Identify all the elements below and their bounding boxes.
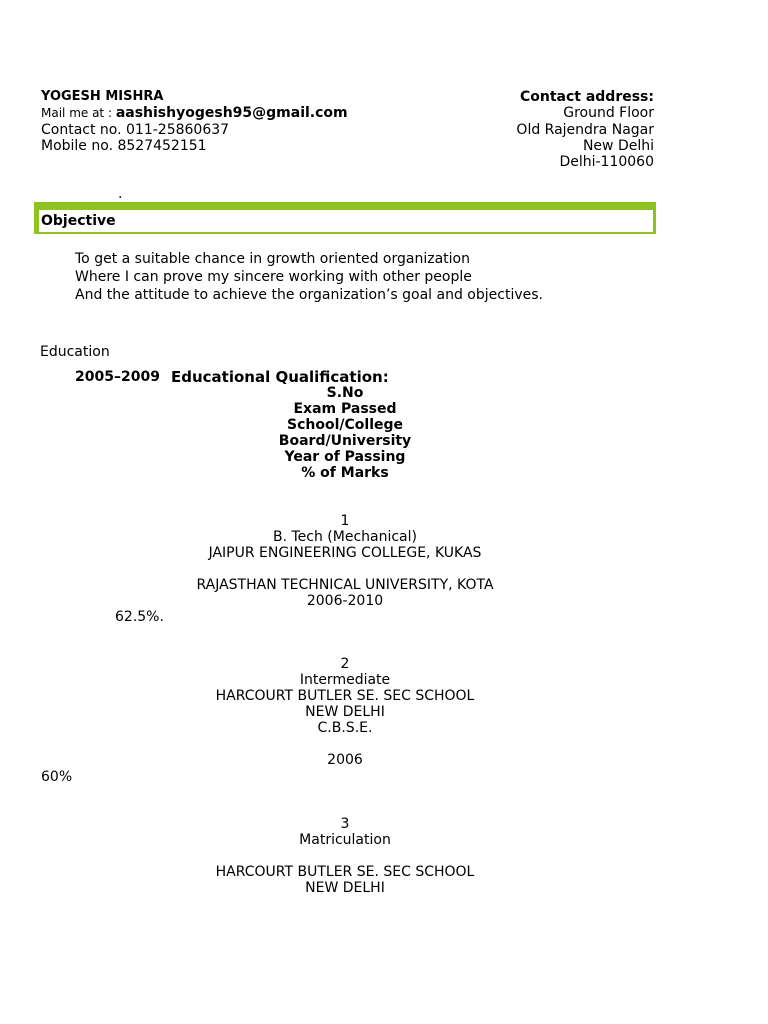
- objective-heading: Objective: [41, 213, 116, 229]
- entry-1-sno: 1: [340, 513, 350, 529]
- column-sno: S.No: [326, 385, 364, 401]
- column-exam: Exam Passed: [293, 401, 397, 417]
- contact-number: Contact no. 011-25860637: [41, 122, 230, 138]
- stray-dot: .: [118, 186, 123, 202]
- entry-2-board: C.B.S.E.: [317, 720, 373, 736]
- entry-1-year: 2006-2010: [306, 593, 384, 609]
- email-line: [41, 105, 348, 121]
- column-board: Board/University: [278, 433, 412, 449]
- column-school: School/College: [287, 417, 403, 433]
- entry-2-marks: 60%: [41, 769, 73, 785]
- address-line-4: Delhi-110060: [559, 154, 654, 170]
- objective-line-2: Where I can prove my sincere working with other people: [75, 269, 472, 285]
- entry-2-year: 2006: [327, 752, 363, 768]
- entry-3-sno: 3: [340, 816, 350, 832]
- objective-line-1: To get a suitable chance in growth oriented organization: [75, 251, 470, 267]
- objective-line-3: And the attitude to achieve the organization’s goal and objectives.: [75, 287, 543, 303]
- entry-2-city: NEW DELHI: [305, 704, 385, 720]
- email-value[interactable]: aashishyogesh95@gmail.com: [115, 105, 348, 121]
- column-marks: % of Marks: [301, 465, 389, 481]
- education-years: 2005–2009: [75, 369, 160, 385]
- entry-1-board: RAJASTHAN TECHNICAL UNIVERSITY, KOTA: [196, 577, 494, 593]
- address-title: Contact address:: [519, 89, 654, 105]
- entry-2-school: HARCOURT BUTLER SE. SEC SCHOOL: [215, 688, 475, 704]
- entry-1-marks: 62.5%.: [115, 609, 164, 625]
- entry-3-exam: Matriculation: [299, 832, 391, 848]
- address-line-2: Old Rajendra Nagar: [516, 122, 654, 138]
- objective-bar-inner: [38, 210, 653, 232]
- entry-2-exam: Intermediate: [299, 672, 391, 688]
- candidate-name: YOGESH MISHRA: [41, 89, 164, 104]
- qualification-title: Educational Qualification:: [171, 368, 389, 386]
- mobile-number: Mobile no. 8527452151: [41, 138, 207, 154]
- education-heading: Education: [40, 344, 110, 360]
- entry-3-school: HARCOURT BUTLER SE. SEC SCHOOL: [215, 864, 475, 880]
- entry-2-sno: 2: [340, 656, 350, 672]
- address-line-3: New Delhi: [582, 138, 654, 154]
- entry-1-exam: B. Tech (Mechanical): [272, 529, 417, 545]
- entry-3-city: NEW DELHI: [305, 880, 385, 896]
- email-label: Mail me at :: [41, 106, 116, 120]
- column-year: Year of Passing: [284, 449, 406, 465]
- entry-1-school: JAIPUR ENGINEERING COLLEGE, KUKAS: [208, 545, 482, 561]
- address-line-1: Ground Floor: [563, 105, 654, 121]
